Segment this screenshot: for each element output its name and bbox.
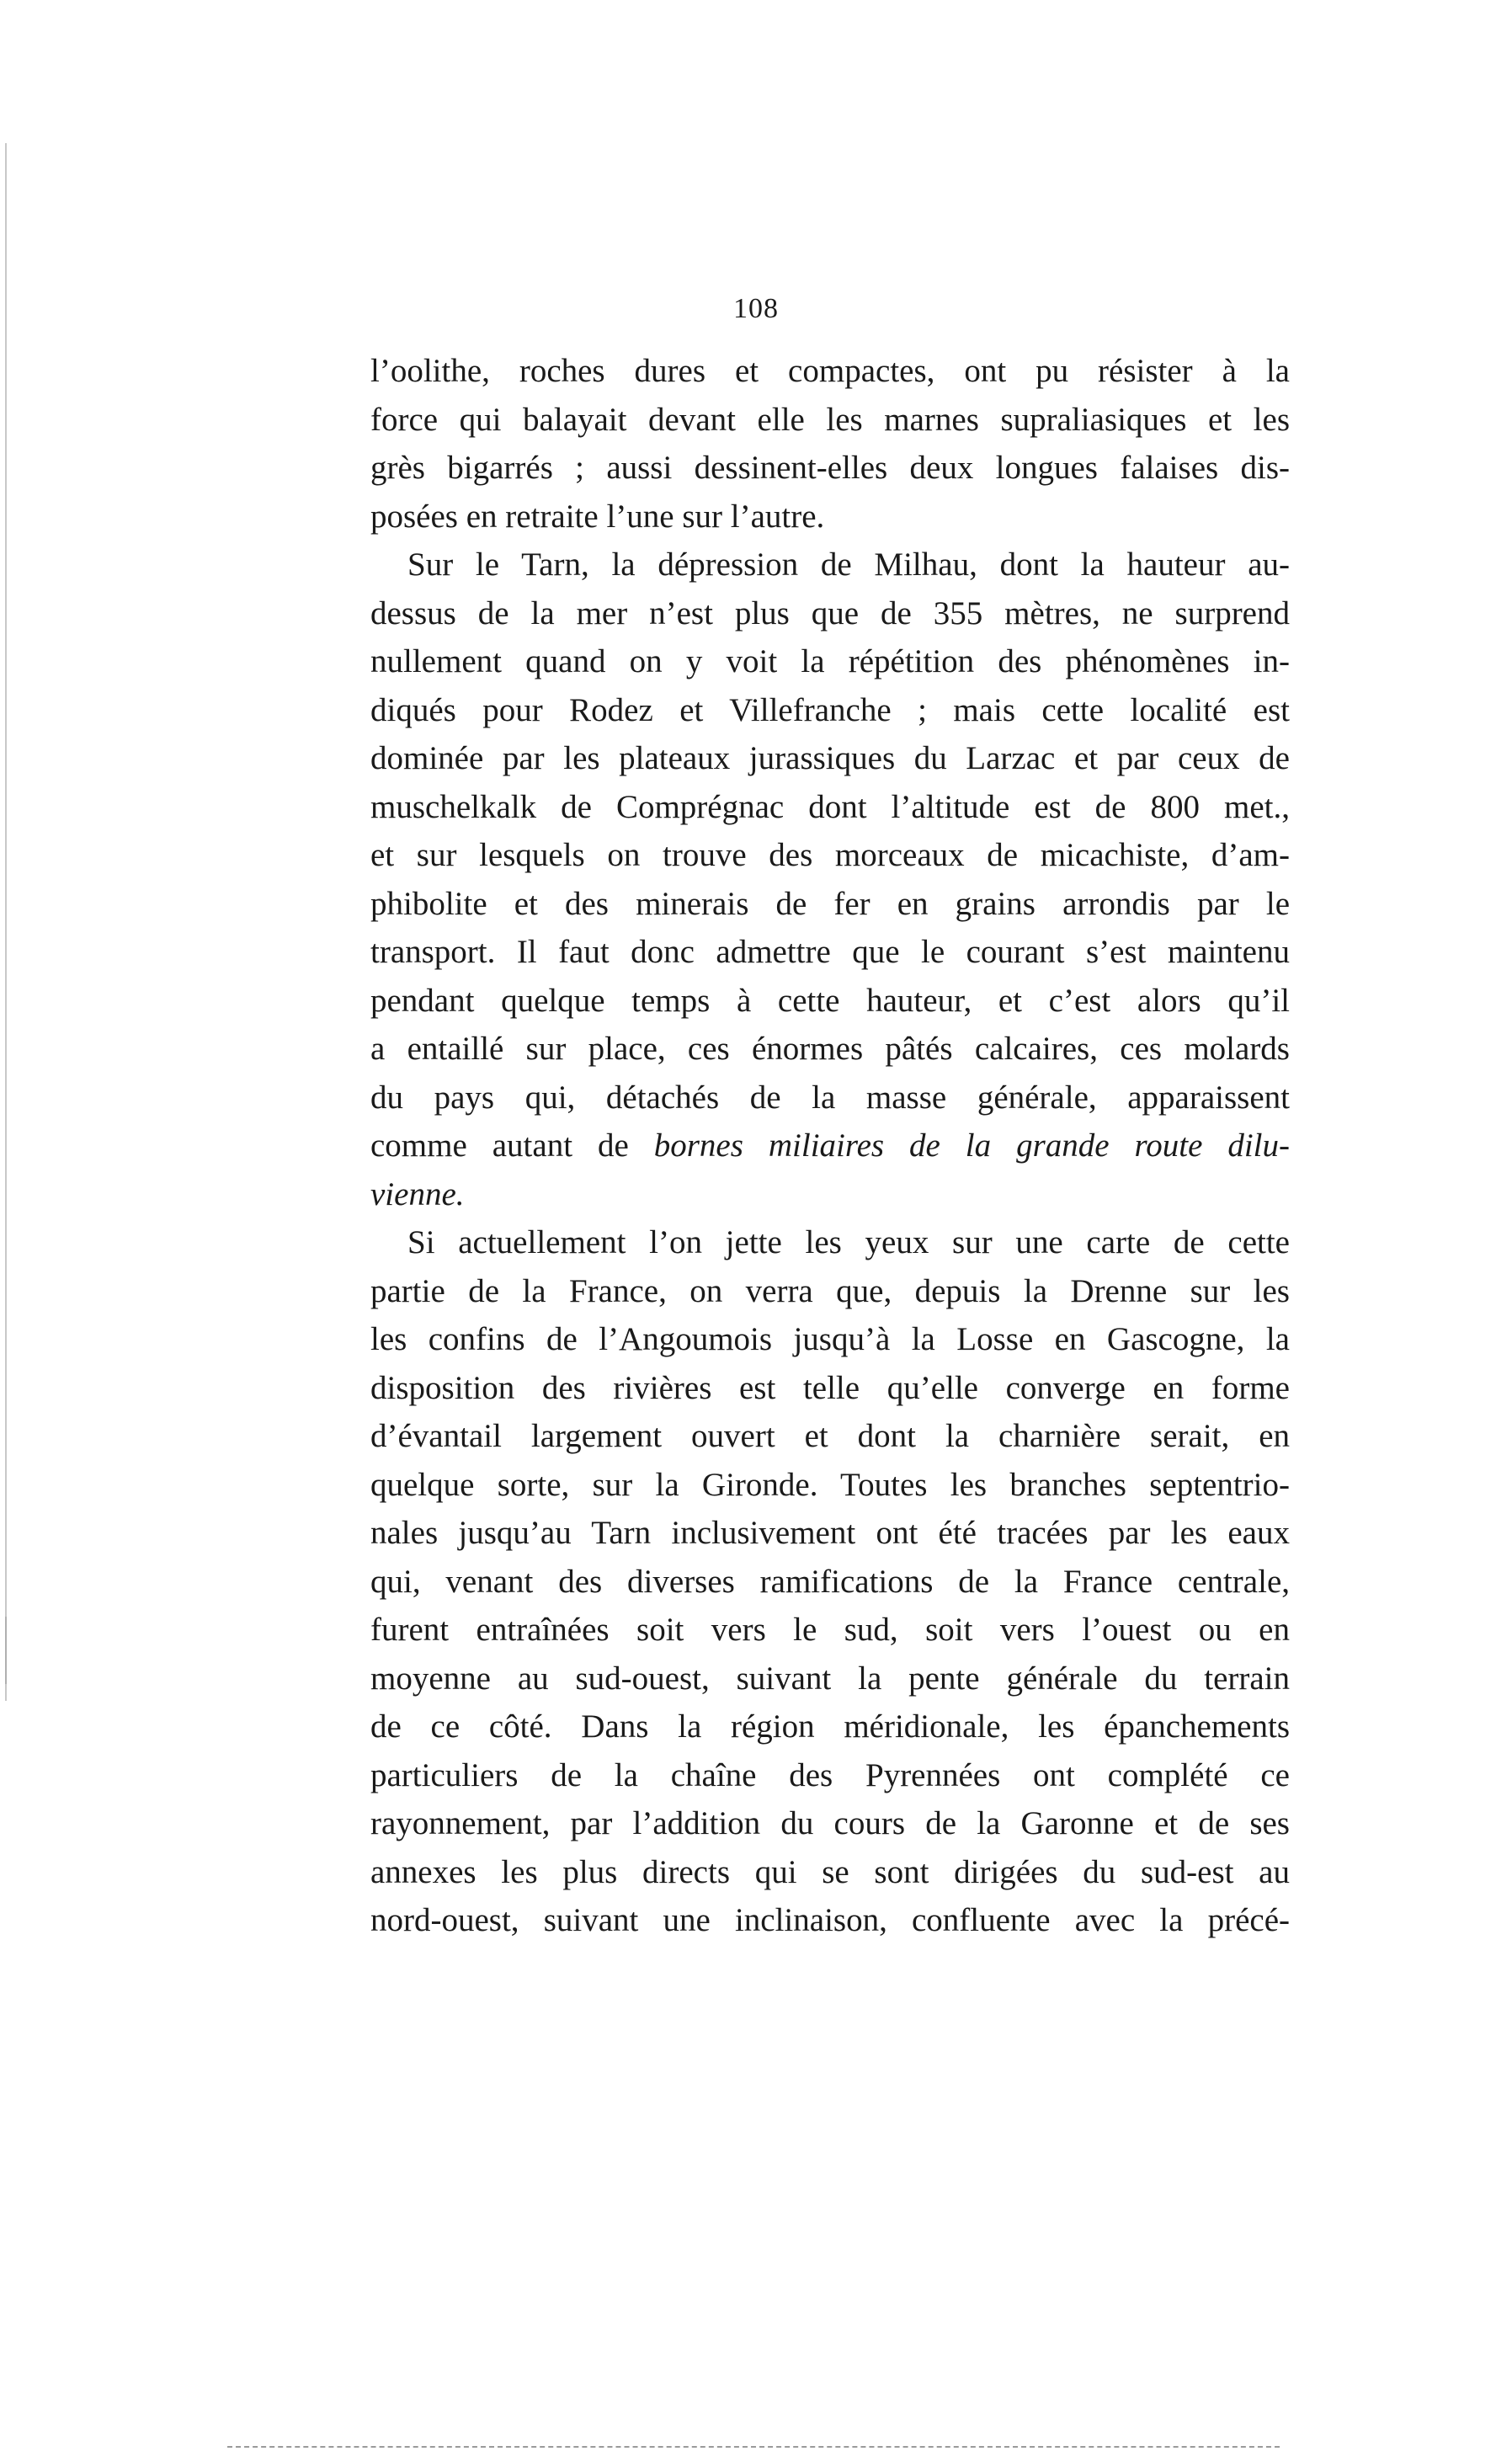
text-line: dessus de la mer n’est plus que de 355 mètres, ne surprend bbox=[370, 594, 1290, 631]
text-line: furent entraînées soit vers le sud, soit vers l’ouest ou en bbox=[370, 1612, 1290, 1648]
text-line: de ce côté. Dans la région méridionale, les épanchements bbox=[370, 1708, 1290, 1745]
text-line: l’oolithe, roches dures et compactes, ont pu résister à la bbox=[370, 353, 1290, 389]
text-line: rayonnement, par l’addition du cours de la Garonne et de ses bbox=[370, 1805, 1290, 1841]
text-line: particuliers de la chaîne des Pyrennées ont complété ce bbox=[370, 1756, 1290, 1793]
text-line: a entaillé sur place, ces énormes pâtés calcaires, ces molards bbox=[370, 1031, 1290, 1067]
text-line: d’évantail largement ouvert et dont la charnière serait, en bbox=[370, 1418, 1290, 1454]
text-line: diqués pour Rodez et Villefranche ; mais cette localité est bbox=[370, 691, 1290, 728]
text-line: transport. Il faut donc admettre que le courant s’est maintenu bbox=[370, 934, 1290, 970]
page-number: 108 bbox=[733, 293, 779, 324]
text-line: partie de la France, on verra que, depuis la Drenne sur les bbox=[370, 1272, 1290, 1309]
text-line: phibolite et des minerais de fer en grains arrondis par le bbox=[370, 885, 1290, 922]
text-line: quelque sorte, sur la Gironde. Toutes les branches septentrio- bbox=[370, 1466, 1290, 1503]
scan-bottom-rule bbox=[227, 2446, 1280, 2449]
text-line: moyenne au sud-ouest, suivant la pente générale du terrain bbox=[370, 1660, 1290, 1697]
text-line: muschelkalk de Comprégnac dont l’altitude est de 800 met., bbox=[370, 788, 1290, 825]
text-line: qui, venant des diverses ramifications de la France centrale, bbox=[370, 1563, 1290, 1600]
text-line: force qui balayait devant elle les marnes supraliasiques et les bbox=[370, 401, 1290, 438]
italic-text-run: vienne. bbox=[370, 1175, 465, 1212]
text-line: du pays qui, détachés de la masse générale, apparaissent bbox=[370, 1079, 1290, 1116]
text-line: Si actuellement l’on jette les yeux sur une carte de cette bbox=[407, 1224, 1290, 1260]
text-run: comme autant de bbox=[370, 1127, 629, 1164]
scan-edge-mark bbox=[5, 1617, 7, 1684]
body-text bbox=[370, 347, 1290, 1945]
text-line: nales jusqu’au Tarn inclusivement ont été tracées par les eaux bbox=[370, 1515, 1290, 1551]
text-line: grès bigarrés ; aussi dessinent-elles deux longues falaises dis- bbox=[370, 450, 1290, 486]
text-line: Sur le Tarn, la dépression de Milhau, dont la hauteur au- bbox=[407, 546, 1290, 583]
text-line: dominée par les plateaux jurassiques du Larzac et par ceux de bbox=[370, 740, 1290, 776]
text-line-mixed bbox=[370, 1122, 1290, 1170]
text-line: posées en retraite l’une sur l’autre. bbox=[370, 498, 825, 535]
text-line bbox=[370, 1170, 1290, 1219]
text-line: et sur lesquels on trouve des morceaux de micachiste, d’am- bbox=[370, 837, 1290, 873]
text-line: les confins de l’Angoumois jusqu’à la Losse en Gascogne, la bbox=[370, 1321, 1290, 1357]
text-line: annexes les plus directs qui se sont dirigées du sud-est au bbox=[370, 1853, 1290, 1890]
text-line: nullement quand on y voit la répétition des phénomènes in- bbox=[370, 643, 1290, 679]
scan-edge-rule bbox=[5, 143, 7, 1701]
italic-text-run: bornes miliaires de la grande route dilu- bbox=[653, 1127, 1290, 1164]
text-line: nord-ouest, suivant une inclinaison, confluente avec la précé- bbox=[370, 1902, 1290, 1938]
text-line: disposition des rivières est telle qu’elle converge en forme bbox=[370, 1369, 1290, 1406]
text-line: pendant quelque temps à cette hauteur, et c’est alors qu’il bbox=[370, 982, 1290, 1019]
